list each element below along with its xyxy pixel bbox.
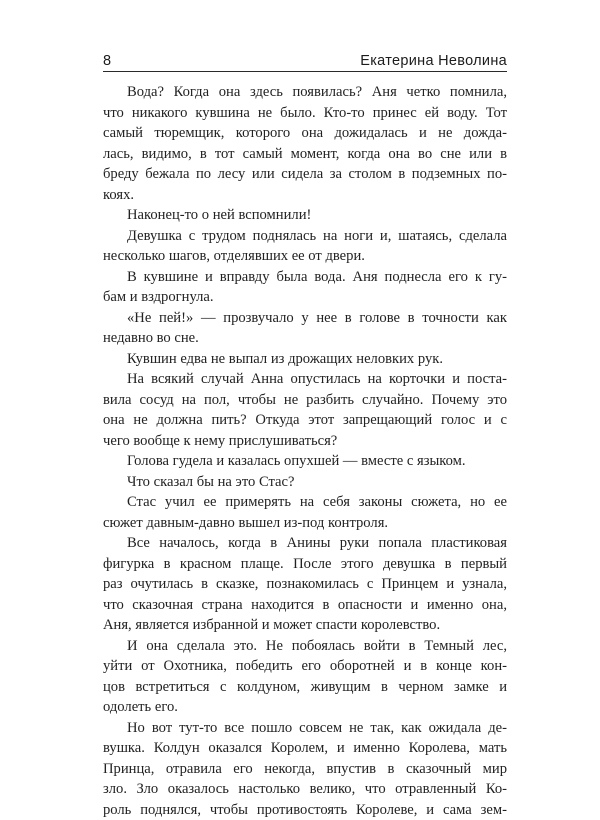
text-line: несколько шагов, отделявших ее от двери. — [103, 246, 507, 267]
text-line: В кувшине и вправду была вода. Аня поднесла его к гу- — [103, 267, 507, 288]
text-line: недавно во сне. — [103, 328, 507, 349]
page-number: 8 — [103, 53, 111, 69]
text-line: Наконец-то о ней вспомнили! — [103, 205, 507, 226]
text-line: чего вообще к нему прислушиваться? — [103, 431, 507, 452]
text-line: На всякий случай Анна опустилась на корточки и поста- — [103, 369, 507, 390]
text-line: зло. Зло оказалось настолько велико, что отравленный Ко- — [103, 779, 507, 800]
text-line: Стас учил ее примерять на себя законы сюжета, но ее — [103, 492, 507, 513]
text-line: бреду бежала по лесу или сидела за столом в подземных по- — [103, 164, 507, 185]
text-line: Что сказал бы на это Стас? — [103, 472, 507, 493]
running-head-author: Екатерина Неволина — [360, 53, 507, 69]
text-line: Принца, отравила его некогда, впустив в сказочный мир — [103, 759, 507, 780]
text-line: Голова гудела и казалась опухшей — вместе с языком. — [103, 451, 507, 472]
text-line: коях. — [103, 185, 507, 206]
text-line: самый тюремщик, которого она дожидалась и не дожда- — [103, 123, 507, 144]
text-line: И она сделала это. Не побоялась войти в Темный лес, — [103, 636, 507, 657]
body-text — [103, 82, 507, 820]
text-line: «Не пей!» — прозвучало у нее в голове в точности как — [103, 308, 507, 329]
text-line: роль поднялся, чтобы противостоять Королеве, и сама зем- — [103, 800, 507, 820]
text-line: Девушка с трудом поднялась на ноги и, шатаясь, сделала — [103, 226, 507, 247]
text-line: Кувшин едва не выпал из дрожащих неловких рук. — [103, 349, 507, 370]
text-line: цов встретиться с колдуном, живущим в черном замке и — [103, 677, 507, 698]
text-line: уйти от Охотника, победить его оборотней и в конце кон- — [103, 656, 507, 677]
text-line: фигурка в красном плаще. После этого девушка в первый — [103, 554, 507, 575]
text-line: что сказочная страна находится в опасности и именно она, — [103, 595, 507, 616]
text-line: бам и вздрогнула. — [103, 287, 507, 308]
text-line: Все началось, когда в Анины руки попала пластиковая — [103, 533, 507, 554]
text-line: Вода? Когда она здесь появилась? Аня четко помнила, — [103, 82, 507, 103]
text-line: одолеть его. — [103, 697, 507, 718]
text-line: сюжет давным-давно вышел из-под контроля. — [103, 513, 507, 534]
text-line: Но вот тут-то все пошло совсем не так, как ожидала де- — [103, 718, 507, 739]
text-line: что никакого кувшина не было. Кто-то принес ей воду. Тот — [103, 103, 507, 124]
header-rule — [103, 71, 507, 72]
text-line: раз очутилась в сказке, познакомилась с Принцем и узнала, — [103, 574, 507, 595]
text-line: вила сосуд на пол, чтобы не разбить случайно. Почему это — [103, 390, 507, 411]
text-line: Аня, является избранной и может спасти королевство. — [103, 615, 507, 636]
text-line: лась, видимо, в тот самый момент, когда она во сне или в — [103, 144, 507, 165]
text-line: вушка. Колдун оказался Королем, и именно Королева, мать — [103, 738, 507, 759]
text-line: она не должна пить? Откуда этот запрещающий голос и с — [103, 410, 507, 431]
